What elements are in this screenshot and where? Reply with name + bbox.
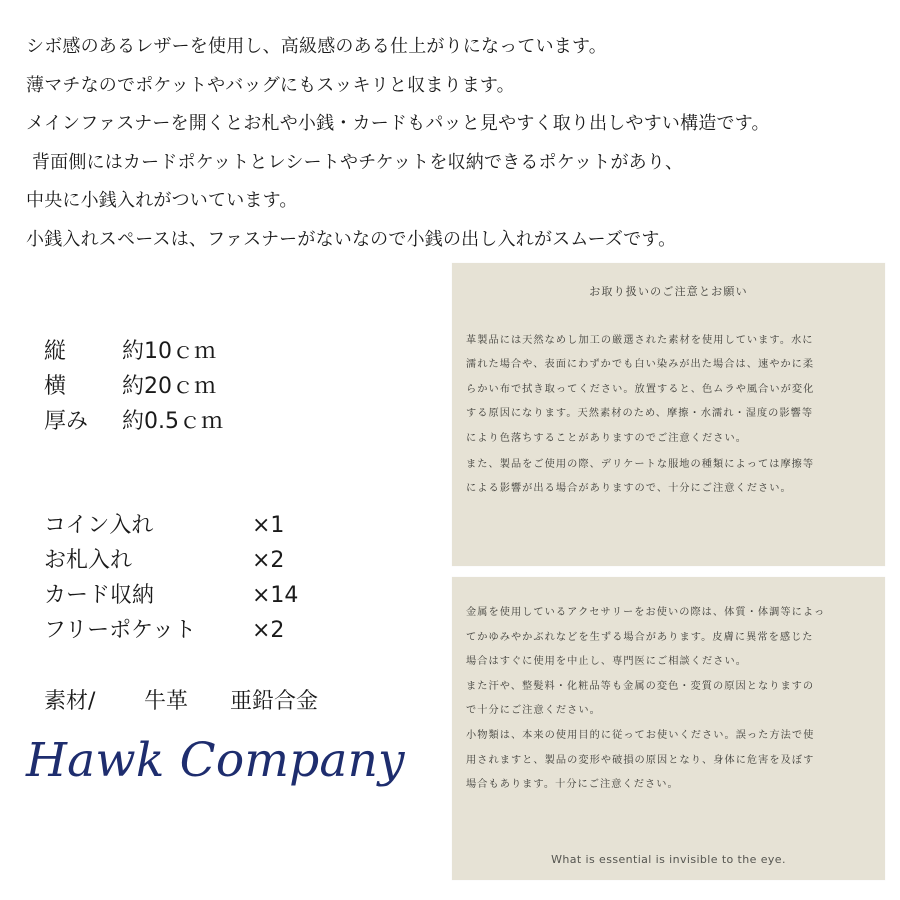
dimension-value: 約20ｃｍ — [122, 374, 216, 399]
description-line: 薄マチなのでポケットやバッグにもスッキリと収まります。 — [26, 74, 515, 96]
metal-notice-card — [452, 577, 885, 880]
card-line: 場合もあります。十分にご注意ください。 — [466, 779, 679, 791]
description-line: 背面側にはカードポケットとレシートやチケットを収納できるポケットがあり、 — [26, 151, 684, 173]
material-row — [44, 684, 424, 719]
card-line: 用されますと、製品の変形や破損の原因となり、身体に危害を及ぼす — [466, 754, 815, 766]
item-count: ×2 — [252, 618, 285, 643]
card-line: また、製品をご使用の際、デリケートな服地の種類によっては摩擦等 — [466, 458, 815, 470]
card-body — [466, 601, 876, 798]
description-line: 小銭入れスペースは、ファスナーがないなので小銭の出し入れがスムーズです。 — [26, 228, 677, 250]
spacer — [44, 648, 424, 684]
dimension-value: 約10ｃｍ — [122, 339, 216, 364]
card-title: お取り扱いのご注意とお願い — [589, 285, 748, 298]
item-label: お札入れ — [44, 548, 133, 573]
card-line: で十分にご注意ください。 — [466, 705, 601, 717]
product-description — [26, 28, 886, 260]
product-specs — [44, 334, 424, 719]
item-bill-pocket — [44, 543, 424, 578]
item-label: カード収納 — [44, 583, 155, 608]
description-line: シボ感のあるレザーを使用し、高級感のある仕上がりになっています。 — [26, 36, 607, 57]
material-label: 素材/ — [44, 689, 96, 714]
dimension-thickness — [44, 404, 424, 439]
item-count: ×2 — [252, 548, 285, 573]
dimension-label: 厚み — [44, 409, 89, 434]
card-line: 金属を使用しているアクセサリーをお使いの際は、体質・体調等によっ — [466, 607, 826, 618]
material-value: 牛革 — [144, 689, 189, 714]
card-line: また汗や、整髪料・化粧品等も金属の変色・変質の原因となりますの — [466, 680, 815, 692]
card-line: により色落ちすることがありますのでご注意ください。 — [466, 432, 747, 444]
item-label: フリーポケット — [44, 618, 197, 643]
card-line: 場合はすぐに使用を中止し、専門医にご相談ください。 — [466, 656, 747, 668]
description-line: 中央に小銭入れがついています。 — [26, 190, 298, 212]
spacer — [44, 474, 424, 508]
item-free-pocket — [44, 613, 424, 648]
card-line: てかゆみやかぶれなどを生ずる場合があります。皮膚に異常を感じた — [466, 631, 814, 643]
dimension-value: 約0.5ｃｍ — [122, 409, 223, 434]
dimension-label: 横 — [44, 374, 67, 399]
brand-logo: Hawk Company — [26, 733, 405, 788]
dimension-height — [44, 334, 424, 369]
care-notice-card — [452, 263, 885, 566]
card-body — [466, 329, 876, 502]
card-line: する原因になります。天然素材のため、摩擦・水濡れ・湿度の影響等 — [466, 408, 814, 420]
card-line: 革製品には天然なめし加工の厳選された素材を使用しています。水に — [466, 335, 814, 346]
dimension-width — [44, 369, 424, 404]
dimension-label: 縦 — [44, 339, 67, 364]
card-footer-quote: What is essential is invisible to the eye. — [551, 853, 786, 866]
item-card-slots — [44, 578, 424, 613]
item-coin-pocket — [44, 508, 424, 543]
card-line: による影響が出る場合がありますので、十分にご注意ください。 — [466, 483, 792, 495]
card-line: らかい布で拭き取ってください。放置すると、色ムラや風合いが変化 — [466, 383, 815, 395]
item-count: ×1 — [252, 513, 285, 538]
item-count: ×14 — [252, 583, 299, 608]
spacer — [44, 439, 424, 474]
item-label: コイン入れ — [44, 513, 154, 538]
card-line: 濡れた場合や、表面にわずかでも白い染みが出た場合は、速やかに柔 — [466, 359, 815, 371]
card-line: 小物類は、本来の使用目的に従ってお使いください。誤った方法で使 — [466, 729, 815, 741]
description-line: メインファスナーを開くとお札や小銭・カードもパッと見やすく取り出しやすい構造です。 — [26, 113, 770, 135]
material-value: 亜鉛合金 — [230, 689, 319, 714]
